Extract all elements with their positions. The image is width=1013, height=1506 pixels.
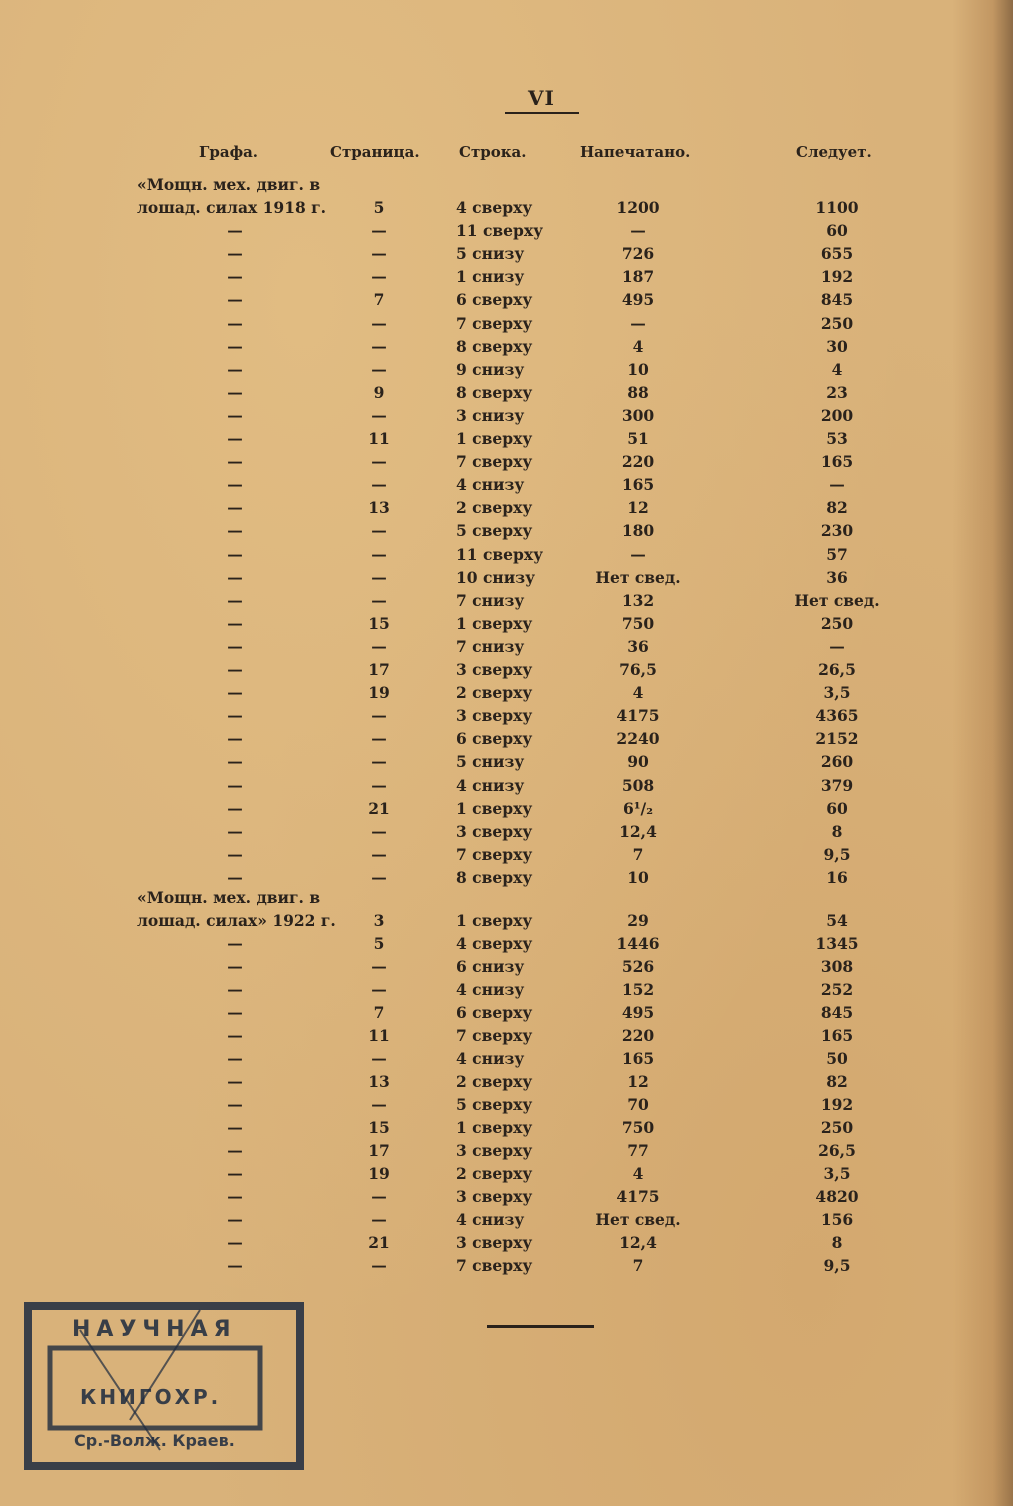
cell-graph: — bbox=[227, 729, 243, 749]
cell-should-be: 30 bbox=[826, 336, 848, 356]
cell-should-be: 3,5 bbox=[823, 683, 851, 703]
cell-page: — bbox=[371, 405, 387, 425]
cell-graph: — bbox=[227, 521, 243, 541]
cell-printed: 2240 bbox=[616, 729, 660, 749]
cell-printed: 88 bbox=[627, 382, 649, 402]
cell-page: — bbox=[371, 867, 387, 887]
cell-line: 2 сверху bbox=[456, 1072, 533, 1091]
library-stamp bbox=[20, 1300, 308, 1472]
cell-graph: — bbox=[227, 313, 243, 333]
cell-printed: 7 bbox=[632, 1256, 644, 1275]
header-graph: Графа. bbox=[199, 143, 259, 161]
cell-line: 1 сверху bbox=[456, 798, 533, 818]
cell-graph: — bbox=[227, 567, 243, 587]
cell-line: 3 сверху bbox=[456, 1187, 533, 1206]
cell-printed: 220 bbox=[621, 452, 655, 472]
cell-printed: 1446 bbox=[616, 934, 660, 953]
cell-line: 10 снизу bbox=[456, 567, 536, 587]
cell-printed: 29 bbox=[627, 911, 649, 930]
cell-line: 7 сверху bbox=[456, 1256, 533, 1275]
cell-graph: — bbox=[227, 706, 243, 726]
cell-should-be: 26,5 bbox=[818, 1141, 856, 1160]
cell-should-be: 9,5 bbox=[823, 844, 851, 864]
cell-should-be: 200 bbox=[820, 405, 854, 425]
cell-line: 4 снизу bbox=[456, 1210, 525, 1229]
cell-should-be: 230 bbox=[820, 521, 854, 541]
cell-line: 6 сверху bbox=[456, 1003, 533, 1022]
cell-graph: — bbox=[227, 1049, 243, 1068]
cell-graph: — bbox=[227, 244, 243, 264]
cell-should-be: 16 bbox=[826, 867, 848, 887]
cell-should-be: 8 bbox=[831, 1233, 843, 1252]
cell-should-be: 4 bbox=[831, 359, 843, 379]
cell-should-be: 1100 bbox=[815, 198, 859, 217]
cell-line: 11 сверху bbox=[456, 544, 544, 564]
cell-printed: 36 bbox=[627, 636, 649, 656]
cell-should-be: 308 bbox=[820, 957, 854, 976]
cell-page: 5 bbox=[373, 934, 385, 953]
cell-line: 8 сверху bbox=[456, 867, 533, 887]
header-printed: Напечатано. bbox=[580, 143, 691, 161]
cell-page: — bbox=[371, 957, 387, 976]
cell-line: 5 сверху bbox=[456, 521, 533, 541]
cell-page: 7 bbox=[373, 290, 385, 310]
section-2-label-line-1: «Мощн. мех. двиг. в bbox=[137, 888, 321, 907]
cell-graph: — bbox=[227, 405, 243, 425]
cell-line: 5 снизу bbox=[456, 244, 525, 264]
cell-page: 17 bbox=[368, 660, 390, 679]
cell-page: 7 bbox=[373, 1003, 385, 1022]
cell-printed: 12 bbox=[627, 1072, 649, 1091]
cell-should-be: 165 bbox=[820, 1026, 854, 1045]
cell-printed: 165 bbox=[621, 475, 655, 495]
cell-graph: — bbox=[227, 1141, 243, 1160]
cell-printed: 77 bbox=[627, 1141, 649, 1160]
cell-printed: 495 bbox=[621, 290, 655, 310]
cell-should-be: 4820 bbox=[815, 1187, 859, 1206]
cell-printed: — bbox=[630, 544, 646, 564]
cell-printed: 726 bbox=[621, 244, 655, 264]
cell-line: 1 сверху bbox=[456, 429, 533, 448]
cell-line: 7 сверху bbox=[456, 452, 533, 472]
cell-printed: 300 bbox=[621, 405, 655, 425]
cell-line: 4 снизу bbox=[456, 980, 525, 999]
cell-printed: 165 bbox=[621, 1049, 655, 1068]
cell-should-be: — bbox=[829, 475, 845, 495]
header-line: Строка. bbox=[459, 143, 527, 161]
cell-printed: Нет свед. bbox=[595, 567, 681, 587]
cell-should-be: 655 bbox=[820, 244, 854, 264]
cell-page: — bbox=[371, 729, 387, 749]
cell-printed: 187 bbox=[621, 267, 655, 287]
header-page: Страница. bbox=[330, 143, 420, 161]
cell-page: 3 bbox=[373, 911, 385, 930]
cell-graph: — bbox=[227, 1026, 243, 1045]
cell-graph: — bbox=[227, 382, 243, 402]
cell-printed: — bbox=[630, 313, 646, 333]
cell-line: 6 снизу bbox=[456, 957, 525, 976]
cell-page: 19 bbox=[368, 683, 390, 703]
cell-graph: — bbox=[227, 636, 243, 656]
cell-should-be: 3,5 bbox=[823, 1164, 851, 1183]
cell-printed: 7 bbox=[632, 844, 644, 864]
cell-printed: 10 bbox=[627, 867, 649, 887]
cell-line: 7 сверху bbox=[456, 313, 533, 333]
cell-should-be: 845 bbox=[820, 1003, 854, 1022]
cell-page: — bbox=[371, 521, 387, 541]
section-1-label-line-1: «Мощн. мех. двиг. в bbox=[137, 175, 321, 194]
cell-page: — bbox=[371, 706, 387, 726]
cell-printed: 526 bbox=[621, 957, 655, 976]
cell-page: 19 bbox=[368, 1164, 390, 1183]
cell-line: 2 сверху bbox=[456, 498, 533, 518]
cell-page: — bbox=[371, 775, 387, 795]
cell-should-be: 60 bbox=[826, 798, 848, 818]
cell-graph: — bbox=[227, 1210, 243, 1229]
cell-page: 13 bbox=[368, 1072, 390, 1091]
cell-printed: — bbox=[630, 221, 646, 241]
cell-page: — bbox=[371, 844, 387, 864]
cell-graph: — bbox=[227, 1118, 243, 1137]
cell-should-be: 252 bbox=[820, 980, 854, 999]
cell-should-be: 54 bbox=[826, 911, 848, 930]
page-number: VI bbox=[528, 86, 555, 110]
library-stamp-graphic bbox=[20, 1300, 308, 1472]
cell-line: 1 сверху bbox=[456, 1118, 533, 1137]
cell-page: — bbox=[371, 359, 387, 379]
cell-should-be: 8 bbox=[831, 821, 843, 841]
cell-graph: — bbox=[227, 821, 243, 841]
stamp-line-3: Ср.-Волж. Краев. bbox=[74, 1431, 235, 1450]
cell-graph: — bbox=[227, 867, 243, 887]
cell-printed: Нет свед. bbox=[595, 1210, 681, 1229]
cell-should-be: 156 bbox=[820, 1210, 854, 1229]
cell-printed: 76,5 bbox=[619, 660, 657, 679]
cell-should-be: 1345 bbox=[815, 934, 859, 953]
cell-should-be: 845 bbox=[820, 290, 854, 310]
cell-line: 2 сверху bbox=[456, 683, 533, 703]
cell-should-be: 4365 bbox=[815, 706, 859, 726]
cell-should-be: 379 bbox=[820, 775, 854, 795]
cell-page: — bbox=[371, 567, 387, 587]
cell-graph: — bbox=[227, 590, 243, 610]
cell-printed: 750 bbox=[621, 613, 655, 633]
cell-should-be: 36 bbox=[826, 567, 848, 587]
cell-page: — bbox=[371, 475, 387, 495]
cell-graph: — bbox=[227, 221, 243, 241]
cell-printed: 152 bbox=[621, 980, 655, 999]
cell-line: 4 снизу bbox=[456, 1049, 525, 1068]
cell-graph: — bbox=[227, 336, 243, 356]
cell-graph: — bbox=[227, 1072, 243, 1091]
cell-page: — bbox=[371, 1049, 387, 1068]
cell-page: — bbox=[371, 1095, 387, 1114]
cell-line: 9 снизу bbox=[456, 359, 525, 379]
cell-line: 5 снизу bbox=[456, 752, 525, 772]
cell-should-be: 82 bbox=[826, 1072, 848, 1091]
cell-line: 4 сверху bbox=[456, 934, 533, 953]
cell-should-be: 26,5 bbox=[818, 660, 856, 679]
stamp-line-2: КНИГОХР. bbox=[80, 1385, 222, 1409]
cell-line: 5 сверху bbox=[456, 1095, 533, 1114]
cell-line: 1 сверху bbox=[456, 613, 533, 633]
cell-should-be: 2152 bbox=[815, 729, 859, 749]
cell-graph: — bbox=[227, 1256, 243, 1275]
cell-line: 1 снизу bbox=[456, 267, 525, 287]
cell-line: 6 сверху bbox=[456, 290, 533, 310]
cell-should-be: 260 bbox=[820, 752, 854, 772]
cell-printed: 4 bbox=[632, 336, 644, 356]
cell-page: — bbox=[371, 267, 387, 287]
cell-line: 1 сверху bbox=[456, 911, 533, 930]
cell-graph: — bbox=[227, 544, 243, 564]
cell-graph: — bbox=[227, 957, 243, 976]
cell-page: 15 bbox=[368, 1118, 390, 1137]
cell-line: 2 сверху bbox=[456, 1164, 533, 1183]
cell-printed: 132 bbox=[621, 590, 655, 610]
cell-printed: 1200 bbox=[616, 198, 660, 217]
cell-should-be: 60 bbox=[826, 221, 848, 241]
cell-line: 8 сверху bbox=[456, 382, 533, 402]
cell-should-be: 250 bbox=[820, 613, 854, 633]
cell-should-be: Нет свед. bbox=[794, 590, 880, 610]
cell-printed: 4175 bbox=[616, 706, 660, 726]
cell-graph: — bbox=[227, 359, 243, 379]
cell-graph: — bbox=[227, 683, 243, 703]
cell-printed: 4 bbox=[632, 1164, 644, 1183]
cell-printed: 495 bbox=[621, 1003, 655, 1022]
cell-should-be: — bbox=[829, 636, 845, 656]
cell-line: 3 сверху bbox=[456, 1233, 533, 1252]
cell-page: 9 bbox=[373, 382, 385, 402]
cell-page: — bbox=[371, 1256, 387, 1275]
section-2-label-line-2: лошад. силах» 1922 г. bbox=[137, 911, 336, 930]
cell-page: — bbox=[371, 590, 387, 610]
cell-graph: — bbox=[227, 1187, 243, 1206]
cell-page: — bbox=[371, 244, 387, 264]
cell-page: 11 bbox=[368, 429, 390, 448]
cell-page: 5 bbox=[373, 198, 385, 217]
cell-graph: — bbox=[227, 1095, 243, 1114]
cell-page: 21 bbox=[368, 1233, 390, 1252]
cell-should-be: 192 bbox=[820, 1095, 854, 1114]
section-1-label-line-2: лошад. силах 1918 г. bbox=[137, 198, 327, 217]
cell-page: — bbox=[371, 452, 387, 472]
cell-graph: — bbox=[227, 798, 243, 818]
cell-page: — bbox=[371, 821, 387, 841]
end-rule bbox=[487, 1325, 594, 1328]
cell-page: — bbox=[371, 752, 387, 772]
cell-line: 6 сверху bbox=[456, 729, 533, 749]
cell-graph: — bbox=[227, 267, 243, 287]
cell-page: — bbox=[371, 980, 387, 999]
cell-should-be: 165 bbox=[820, 452, 854, 472]
cell-page: — bbox=[371, 221, 387, 241]
cell-should-be: 50 bbox=[826, 1049, 848, 1068]
cell-graph: — bbox=[227, 475, 243, 495]
cell-page: 13 bbox=[368, 498, 390, 518]
cell-line: 3 сверху bbox=[456, 821, 533, 841]
cell-printed: 12,4 bbox=[619, 821, 657, 841]
cell-graph: — bbox=[227, 752, 243, 772]
cell-graph: — bbox=[227, 844, 243, 864]
cell-page: — bbox=[371, 336, 387, 356]
cell-line: 7 сверху bbox=[456, 844, 533, 864]
cell-printed: 70 bbox=[627, 1095, 649, 1114]
cell-page: 11 bbox=[368, 1026, 390, 1045]
cell-line: 3 сверху bbox=[456, 660, 533, 679]
cell-line: 7 сверху bbox=[456, 1026, 533, 1045]
cell-printed: 12,4 bbox=[619, 1233, 657, 1252]
cell-should-be: 250 bbox=[820, 313, 854, 333]
stamp-line-1: НАУЧНАЯ bbox=[72, 1317, 237, 1342]
page-number-rule bbox=[505, 112, 579, 114]
cell-page: 17 bbox=[368, 1141, 390, 1160]
cell-printed: 180 bbox=[621, 521, 655, 541]
cell-graph: — bbox=[227, 1233, 243, 1252]
cell-should-be: 57 bbox=[826, 544, 848, 564]
cell-printed: 750 bbox=[621, 1118, 655, 1137]
cell-line: 4 сверху bbox=[456, 198, 533, 217]
cell-printed: 508 bbox=[621, 775, 655, 795]
cell-line: 11 сверху bbox=[456, 221, 544, 241]
cell-page: — bbox=[371, 1187, 387, 1206]
cell-graph: — bbox=[227, 1164, 243, 1183]
cell-should-be: 192 bbox=[820, 267, 854, 287]
cell-line: 3 снизу bbox=[456, 405, 525, 425]
cell-should-be: 82 bbox=[826, 498, 848, 518]
cell-line: 7 снизу bbox=[456, 636, 525, 656]
cell-page: — bbox=[371, 1210, 387, 1229]
cell-graph: — bbox=[227, 775, 243, 795]
cell-printed: 6¹/₂ bbox=[622, 798, 654, 818]
cell-graph: — bbox=[227, 660, 243, 679]
cell-graph: — bbox=[227, 1003, 243, 1022]
cell-line: 4 снизу bbox=[456, 475, 525, 495]
cell-page: 15 bbox=[368, 613, 390, 633]
cell-printed: 12 bbox=[627, 498, 649, 518]
cell-printed: 4175 bbox=[616, 1187, 660, 1206]
cell-graph: — bbox=[227, 498, 243, 518]
cell-graph: — bbox=[227, 452, 243, 472]
cell-should-be: 9,5 bbox=[823, 1256, 851, 1275]
cell-page: — bbox=[371, 636, 387, 656]
cell-should-be: 53 bbox=[826, 429, 848, 448]
cell-should-be: 23 bbox=[826, 382, 848, 402]
cell-line: 8 сверху bbox=[456, 336, 533, 356]
cell-graph: — bbox=[227, 290, 243, 310]
cell-printed: 4 bbox=[632, 683, 644, 703]
cell-page: — bbox=[371, 313, 387, 333]
cell-page: 21 bbox=[368, 798, 390, 818]
cell-graph: — bbox=[227, 429, 243, 448]
cell-page: — bbox=[371, 544, 387, 564]
cell-graph: — bbox=[227, 980, 243, 999]
cell-printed: 10 bbox=[627, 359, 649, 379]
cell-printed: 90 bbox=[627, 752, 649, 772]
header-should-be: Следует. bbox=[796, 143, 872, 161]
cell-printed: 51 bbox=[627, 429, 649, 448]
cell-graph: — bbox=[227, 934, 243, 953]
cell-line: 4 снизу bbox=[456, 775, 525, 795]
cell-printed: 220 bbox=[621, 1026, 655, 1045]
cell-line: 7 снизу bbox=[456, 590, 525, 610]
cell-line: 3 сверху bbox=[456, 1141, 533, 1160]
cell-should-be: 250 bbox=[820, 1118, 854, 1137]
cell-line: 3 сверху bbox=[456, 706, 533, 726]
cell-graph: — bbox=[227, 613, 243, 633]
